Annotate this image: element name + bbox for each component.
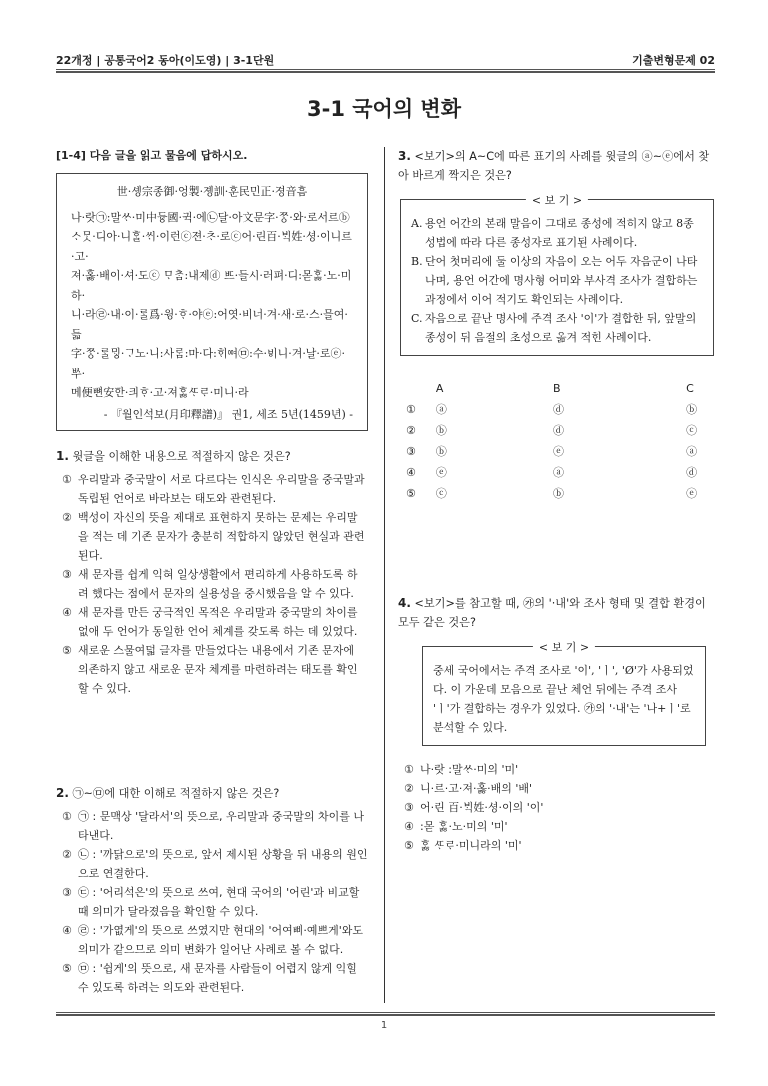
option-text: ㉡ : '까닭으로'의 뜻으로, 앞서 제시된 상황을 뒤 내용의 원인으로 연결한다. [78,848,368,880]
answer-cell: ⓑ [435,445,447,458]
option-text: :몯 ᄒᆞᇙ·노·미의 '미' [420,820,508,833]
option-marker: ① [406,403,416,416]
header-course-info: 22개정 | 공통국어2 동아(이도영) | 3-1단원 [56,54,275,67]
question-number: 3. [398,149,411,163]
option-marker: ⑤ [62,644,72,657]
bogi-label: < 보 기 > [533,638,595,657]
passage-line: 字·ᄍᆞᆼ·ᄅᆞᆯᄆᆡᇰ·ᄀᆞ노·니:사ᄅᆞᆷ:마·다:ᄒᆡᅇᅧ㉤:수·ᄫᅵ니·겨·날·로ⓔ·ᄡᅮ· [71,347,346,380]
answer-cell: ⓒ [686,424,698,437]
left-column [56,147,368,997]
answer-cell: ⓔ [553,445,565,458]
option-marker: ② [406,424,416,437]
option-item[interactable] [56,883,368,921]
question-3 [398,147,716,504]
answer-cell: ⓑ [553,487,565,500]
option-marker: ③ [62,568,72,581]
header-cell: B [553,382,561,395]
answer-cell: ⓐ [435,403,447,416]
option-list [56,470,368,698]
question-stem: <보기>를 참고할 때, ㉮의 '·내'와 조사 형태 및 결합 환경이 모두 같은 것은? [398,597,706,629]
bogi-item [411,252,703,309]
page-title: 3-1 국어의 변화 [307,97,461,121]
bogi-text: 용언 어간의 본래 말음이 그대로 종성에 적히지 않고 8종성법에 따라 다른 종성자로 표기된 사례이다. [425,217,694,249]
answer-cell: ⓒ [435,487,447,500]
passage-line: 져·홇·배이·셔·도ⓒ ᄆᆞᄎᆞᆷ:내제ⓓ ᄠᅳ·들시·러펴·디:몯ᄒᆞᇙ·노·미하· [71,269,352,302]
footer-rule-thin [56,1012,715,1013]
question-4 [398,594,716,855]
option-marker: ② [62,848,72,861]
passage-line: 나·랏㉠:말ᄊᆞ·미中듀ᇰ國·귁·에㉡달·아文문字·ᄍᆞᆼ·와·로서르ⓑ [71,210,350,224]
option-marker: ③ [62,886,72,899]
question-number: 1. [56,449,69,463]
answer-cell: ⓐ [686,445,698,458]
answer-cell: ⓔ [435,466,447,479]
option-marker: ② [62,511,72,524]
option-item[interactable] [56,603,368,641]
option-marker: ① [62,473,72,486]
answer-cell: ⓑ [435,424,447,437]
option-marker: ① [62,810,72,823]
option-marker: ④ [406,466,416,479]
option-marker: ④ [404,820,414,833]
option-list [56,807,368,997]
option-text: ㉤ : '쉽게'의 뜻으로, 새 문자를 사람들이 어렵지 않게 익힐 수 있도록 하려는 의도와 관련된다. [78,962,357,994]
answer-row[interactable] [406,399,716,420]
passage-box [56,173,368,431]
header-cell [406,378,436,399]
bogi-box [422,641,706,746]
option-text: 새 문자를 쉽게 익혀 일상생활에서 편리하게 사용하도록 하려 했다는 점에서 문자의 실용성을 중시했음을 알 수 있다. [78,568,358,600]
answer-cell: ⓓ [553,403,565,416]
bogi-letter: A. [411,217,423,230]
bogi-box [400,194,714,356]
passage-source: - 『월인석보(月印釋譜)』 권1, 세조 5년(1459년) - [103,407,353,421]
answer-row[interactable] [406,483,716,504]
bogi-text: 자음으로 끝난 명사에 주격 조사 '이'가 결합한 뒤, 앞말의 종성이 뒤 음절의 초성으로 옮겨 적힌 사례이다. [425,312,697,344]
header-rule-thin [56,69,715,70]
question-stem: ㉠~㉤에 대한 이해로 적절하지 않은 것은? [72,787,280,800]
header-rule-thick [56,71,715,73]
option-text: ㉢ : '어리석은'의 뜻으로 쓰여, 현대 국어의 '어린'과 비교할 때 의미가 달라졌음을 확인할 수 있다. [78,886,360,918]
bogi-item [411,309,703,347]
option-text: 새 문자를 만든 궁극적인 목적은 우리말과 중국말의 차이를 없애 두 언어가 동일한 언어 체계를 갖도록 하는 데 있었다. [78,606,358,638]
answer-cell: ⓓ [553,424,565,437]
bogi-text: 중세 국어에서는 주격 조사로 '이', 'ㅣ', 'Ø'가 사용되었다. 이 가운데 모음으로 끝난 체언 뒤에는 주격 조사 'ㅣ'가 결합하는 경우가 있었다. ㉮의 '·내'는 '나+ㅣ'로 분석할 수 있다. [433,664,694,734]
passage-line: 니·라㉣·내·이·ᄅᆞᆯ爲·윙·ᄒᆞ·야ⓔ:어엿·비너·겨·새·로·스·믈여·듧 [71,308,348,341]
option-marker: ① [404,763,414,776]
question-2 [56,784,368,997]
question-number: 4. [398,596,411,610]
option-item[interactable] [56,807,368,845]
option-item[interactable] [56,508,368,565]
footer-rule-thick [56,1014,715,1016]
answer-cell: ⓑ [686,403,698,416]
answer-row[interactable] [406,420,716,441]
header-doc-type: 기출변형문제 02 [632,54,715,67]
option-text: ㉣ : '가엾게'의 뜻으로 쓰였지만 현대의 '어여삐·예쁘게'와도 의미가 같으므로 의미 변화가 일어난 사례로 볼 수 없다. [78,924,364,956]
answer-row[interactable] [406,462,716,483]
option-item[interactable] [398,798,716,817]
answer-cell: ⓓ [686,466,698,479]
option-item[interactable] [56,565,368,603]
option-marker: ⑤ [62,962,72,975]
question-number: 2. [56,786,69,800]
option-item[interactable] [56,641,368,698]
option-marker: ③ [406,445,416,458]
answer-cell: ⓔ [686,487,698,500]
bogi-text: 단어 첫머리에 둘 이상의 자음이 오는 어두 자음군이 나타나며, 용언 어간에 명사형 어미와 부사격 조사가 결합하는 과정에서 이어 적기도 확인되는 사례이다. [425,255,698,306]
option-marker: ② [404,782,414,795]
header-cell: C [686,382,694,395]
passage-line: 메便뼌安ᅙᅡᆫ·킈ᄒᆞ·고·져ᄒᆞᇙᄯᆞᄅᆞ·미니·라 [71,386,249,399]
bogi-letter: C. [411,312,423,325]
question-stem: <보기>의 A~C에 따른 표기의 사례를 윗글의 ⓐ~ⓔ에서 찾아 바르게 짝지은 것은? [398,150,710,182]
instruction: [1-4] 다음 글을 읽고 물음에 답하시오. [56,149,248,162]
bogi-label: < 보 기 > [526,191,588,210]
answer-table [406,378,716,504]
column-divider [384,147,385,1003]
question-1 [56,447,368,698]
option-item[interactable] [56,921,368,959]
passage-line: ᄉᆞᄆᆞᆺ·디아·니ᄒᆞᆯ·ᄊᆡ·이런ⓒ젼·ᄎᆞ·로ⓒ어·린百·ᄇᆡᆨ姓·셩·이니르·고· [71,230,352,263]
option-item[interactable] [56,959,368,997]
option-text: 나·랏 :말ᄊᆞ·미의 '미' [420,763,519,776]
answer-row[interactable] [406,441,716,462]
bogi-letter: B. [411,255,423,268]
option-text: ㉠ : 문맥상 '달라서'의 뜻으로, 우리말과 중국말의 차이를 나타낸다. [78,810,364,842]
passage-title: 世·솅宗종御·엉製·졩訓·훈民민正·졍音흠 [116,185,308,198]
answer-header-row [406,378,716,399]
option-marker: ④ [62,606,72,619]
option-text: 니·르·고·져·홇·배의 '배' [420,782,533,795]
option-text: 우리말과 중국말이 서로 다르다는 인식은 우리말을 중국말과 독립된 언어로 바라보는 태도와 관련된다. [78,473,365,505]
option-text: ᄒᆞᇙ ᄯᆞᄅᆞ·미니라의 '미' [420,839,522,852]
option-text: 어·린 百·ᄇᆡᆨ姓·셩·이의 '이' [420,801,544,814]
option-list [398,760,716,855]
option-text: 새로운 스물여덟 글자를 만들었다는 내용에서 기존 문자에 의존하지 않고 새로운 문자 체계를 마련하려는 태도를 확인할 수 있다. [78,644,358,695]
option-item[interactable] [56,470,368,508]
option-item[interactable] [398,779,716,798]
option-marker: ⑤ [406,487,416,500]
option-item[interactable] [398,817,716,836]
option-marker: ④ [62,924,72,937]
option-text: 백성이 자신의 뜻을 제대로 표현하지 못하는 문제는 우리말을 적는 데 기존 문자가 충분히 적합하지 않았던 현실과 관련된다. [78,511,365,562]
option-marker: ⑤ [404,839,414,852]
answer-cell: ⓐ [553,466,565,479]
option-marker: ③ [404,801,414,814]
header-cell: A [435,382,444,395]
question-stem: 윗글을 이해한 내용으로 적절하지 않은 것은? [72,450,291,463]
right-column [398,147,716,855]
option-item[interactable] [398,760,716,779]
bogi-item [411,214,703,252]
option-item[interactable] [398,836,716,855]
page-number: 1 [380,1020,388,1031]
option-item[interactable] [56,845,368,883]
